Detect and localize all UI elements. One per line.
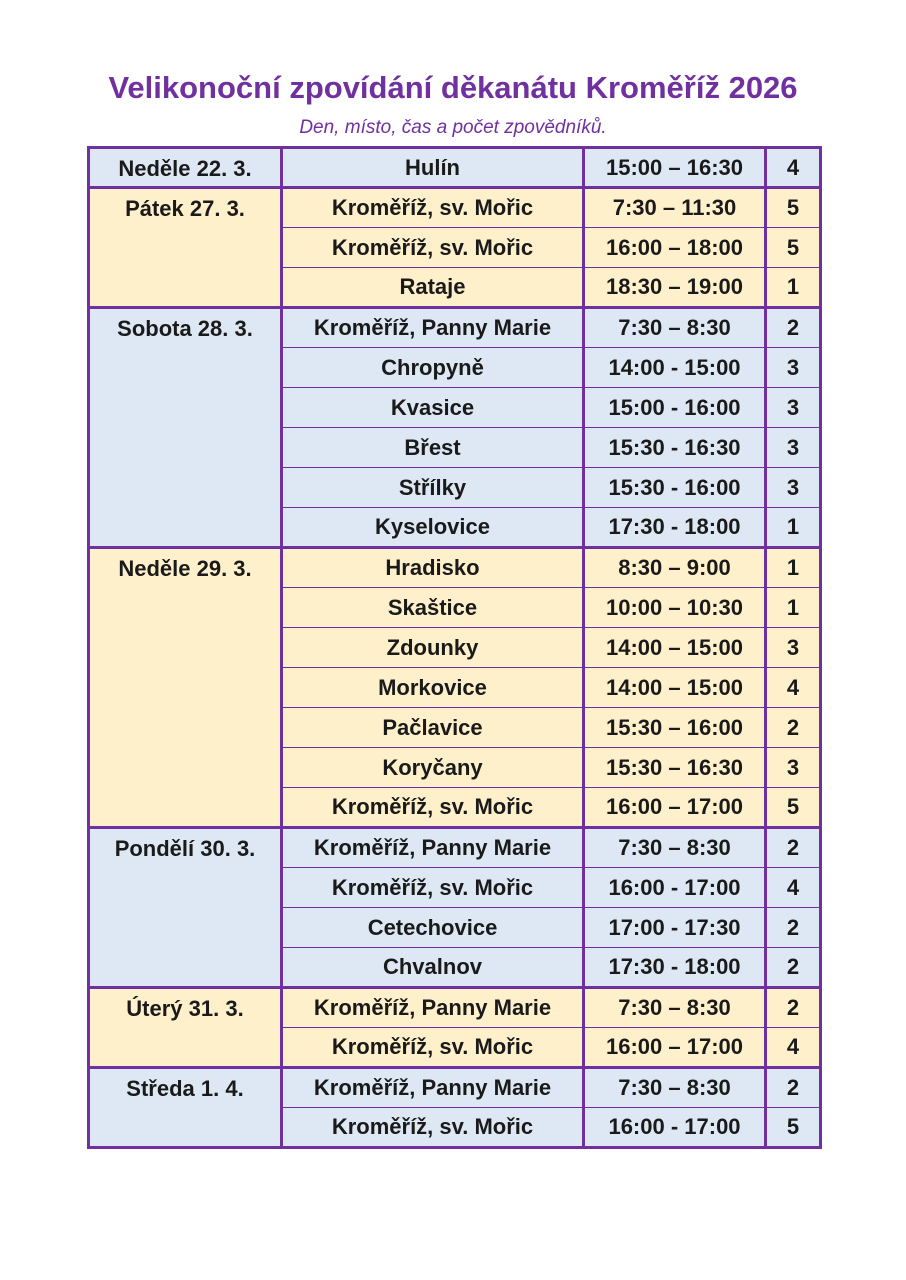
day-group (89, 308, 821, 548)
table-row (89, 828, 821, 868)
time-cell: 16:00 – 18:00 (584, 228, 766, 268)
confessor-count-cell: 5 (766, 1108, 821, 1148)
place-cell: Kroměříž, sv. Mořic (282, 188, 584, 228)
time-cell: 7:30 – 8:30 (584, 988, 766, 1028)
time-cell: 17:00 - 17:30 (584, 908, 766, 948)
confessor-count-cell: 2 (766, 1068, 821, 1108)
time-cell: 15:00 – 16:30 (584, 148, 766, 188)
day-cell: Neděle 22. 3. (89, 148, 282, 188)
confessor-count-cell: 2 (766, 308, 821, 348)
time-cell: 15:30 - 16:00 (584, 468, 766, 508)
confessor-count-cell: 3 (766, 468, 821, 508)
place-cell: Hulín (282, 148, 584, 188)
confessor-count-cell: 3 (766, 388, 821, 428)
place-cell: Pačlavice (282, 708, 584, 748)
table-row (89, 188, 821, 228)
place-cell: Chvalnov (282, 948, 584, 988)
day-cell: Pátek 27. 3. (89, 188, 282, 308)
time-cell: 14:00 – 15:00 (584, 668, 766, 708)
time-cell: 16:00 - 17:00 (584, 868, 766, 908)
time-cell: 16:00 – 17:00 (584, 1028, 766, 1068)
day-group (89, 828, 821, 988)
confessor-count-cell: 2 (766, 708, 821, 748)
place-cell: Rataje (282, 268, 584, 308)
time-cell: 15:30 – 16:00 (584, 708, 766, 748)
confessor-count-cell: 3 (766, 348, 821, 388)
place-cell: Kroměříž, sv. Mořic (282, 788, 584, 828)
time-cell: 14:00 – 15:00 (584, 628, 766, 668)
time-cell: 15:30 - 16:30 (584, 428, 766, 468)
time-cell: 17:30 - 18:00 (584, 948, 766, 988)
confessor-count-cell: 4 (766, 868, 821, 908)
place-cell: Břest (282, 428, 584, 468)
table-row (89, 308, 821, 348)
place-cell: Kroměříž, Panny Marie (282, 988, 584, 1028)
place-cell: Morkovice (282, 668, 584, 708)
confessor-count-cell: 4 (766, 668, 821, 708)
time-cell: 7:30 – 8:30 (584, 1068, 766, 1108)
confessor-count-cell: 5 (766, 788, 821, 828)
time-cell: 14:00 - 15:00 (584, 348, 766, 388)
page-title: Velikonoční zpovídání děkanátu Kroměříž 2026 (108, 70, 798, 105)
place-cell: Střílky (282, 468, 584, 508)
day-group (89, 548, 821, 828)
confessor-count-cell: 2 (766, 988, 821, 1028)
day-cell: Neděle 29. 3. (89, 548, 282, 828)
time-cell: 15:30 – 16:30 (584, 748, 766, 788)
confessor-count-cell: 2 (766, 908, 821, 948)
place-cell: Chropyně (282, 348, 584, 388)
page-subtitle: Den, místo, čas a počet zpovědníků. (299, 117, 607, 138)
place-cell: Kroměříž, sv. Mořic (282, 868, 584, 908)
table-row (89, 148, 821, 188)
table-row (89, 988, 821, 1028)
place-cell: Kroměříž, Panny Marie (282, 828, 584, 868)
confessor-count-cell: 2 (766, 948, 821, 988)
confessor-count-cell: 1 (766, 588, 821, 628)
time-cell: 16:00 - 17:00 (584, 1108, 766, 1148)
day-cell: Pondělí 30. 3. (89, 828, 282, 988)
day-cell: Středa 1. 4. (89, 1068, 282, 1148)
confessor-count-cell: 5 (766, 228, 821, 268)
confessor-count-cell: 4 (766, 148, 821, 188)
day-group (89, 1068, 821, 1148)
place-cell: Hradisko (282, 548, 584, 588)
day-cell: Úterý 31. 3. (89, 988, 282, 1068)
place-cell: Kroměříž, Panny Marie (282, 1068, 584, 1108)
place-cell: Kroměříž, sv. Mořic (282, 1108, 584, 1148)
confessor-count-cell: 5 (766, 188, 821, 228)
time-cell: 7:30 – 8:30 (584, 308, 766, 348)
confessor-count-cell: 3 (766, 428, 821, 468)
place-cell: Skaštice (282, 588, 584, 628)
place-cell: Koryčany (282, 748, 584, 788)
place-cell: Kroměříž, sv. Mořic (282, 228, 584, 268)
time-cell: 17:30 - 18:00 (584, 508, 766, 548)
time-cell: 7:30 – 8:30 (584, 828, 766, 868)
day-cell: Sobota 28. 3. (89, 308, 282, 548)
place-cell: Kroměříž, sv. Mořic (282, 1028, 584, 1068)
table-row (89, 548, 821, 588)
time-cell: 18:30 – 19:00 (584, 268, 766, 308)
place-cell: Zdounky (282, 628, 584, 668)
place-cell: Kvasice (282, 388, 584, 428)
time-cell: 7:30 – 11:30 (584, 188, 766, 228)
schedule-table (87, 146, 822, 1149)
confessor-count-cell: 3 (766, 628, 821, 668)
day-group (89, 988, 821, 1068)
confessor-count-cell: 4 (766, 1028, 821, 1068)
place-cell: Kyselovice (282, 508, 584, 548)
place-cell: Kroměříž, Panny Marie (282, 308, 584, 348)
day-group (89, 188, 821, 308)
time-cell: 16:00 – 17:00 (584, 788, 766, 828)
confessor-count-cell: 1 (766, 268, 821, 308)
confessor-count-cell: 2 (766, 828, 821, 868)
day-group (89, 148, 821, 188)
confessor-count-cell: 1 (766, 548, 821, 588)
time-cell: 15:00 - 16:00 (584, 388, 766, 428)
time-cell: 10:00 – 10:30 (584, 588, 766, 628)
time-cell: 8:30 – 9:00 (584, 548, 766, 588)
table-row (89, 1068, 821, 1108)
confessor-count-cell: 3 (766, 748, 821, 788)
confessor-count-cell: 1 (766, 508, 821, 548)
place-cell: Cetechovice (282, 908, 584, 948)
